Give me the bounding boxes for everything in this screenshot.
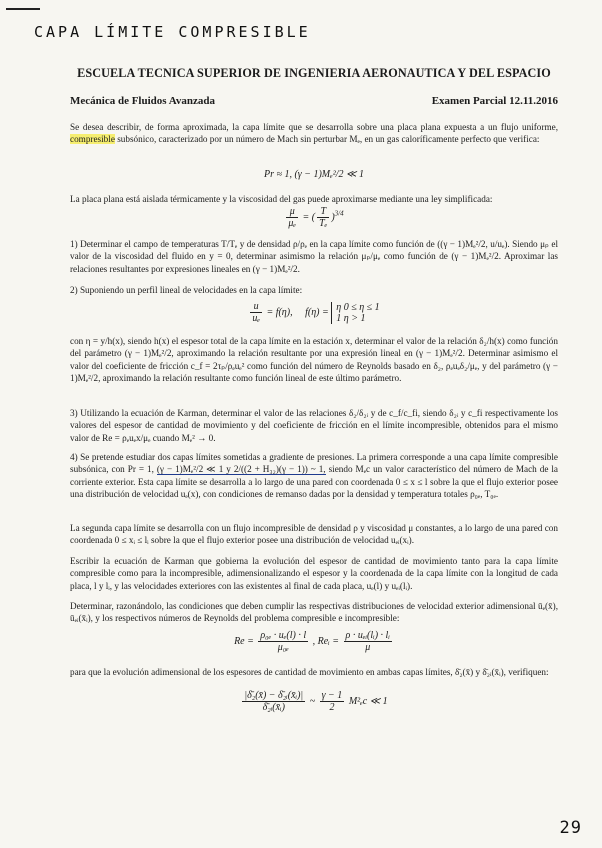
handwritten-page-number: 29	[559, 818, 582, 838]
intro-text-cont: subsónico, caracterizado por un número de Mach sin perturbar Mₑ, en un gas caloríficamente perfecto que verifica:	[117, 134, 540, 145]
intro-text: Se desea describir, de forma aproximada, la capa límite que se desarrolla sobre una placa plana expuesta a un flujo uniforme,	[70, 122, 558, 132]
q4-text-a: 4) Se pretende estudiar dos capas límites sometidas a gradiente de presiones. La primera corresponde a una capa límite compresible subsónica, con Pr = 1,	[70, 452, 558, 475]
q4-text-b: siendo Mₑc un valor característico del número de Mach de la corriente exterior. Esta capa límite se desarrolla a lo largo de una pared con coordenada 0 ≤ x ≤ l sobre la que el flujo exterior posee una distribución de velocidad uₑ(x), con condiciones de remanso dadas por la densidad y temperatura totales ρ₀ₑ, T₀ₑ.	[70, 464, 558, 499]
q4-condition: (γ − 1)Mₑ²/2 ≪ 1 y 2/((2 + H₃₂)(γ − 1)) ~ 1,	[156, 464, 326, 475]
q4-paragraph-2: La segunda capa límite se desarrolla con un flujo incompresible de densidad ρ y viscosidad μ constantes, a lo largo de una pared con coordenada 0 ≤ xᵢ ≤ lᵢ sobre la que el flujo exterior posee una distribución de velocidad uₑᵢ(xᵢ).	[70, 523, 558, 546]
exam-date: Examen Parcial 12.11.2016	[431, 95, 558, 107]
viscosity-equation: $\frac{\mu}{\text{μₑ}}$ = ( $\frac{T}{\text{Tₑ}}$ )$^{3/4}$	[288, 206, 344, 229]
reynolds-equation: Re = $\frac{\text{ρ₀ₑ · uₑ(l) · l}}{\text{μ₀ₑ}}$ , Reᵢ = $\frac{\text{ρ · uₑᵢ(lᵢ) · lᵢ}}{\mu}$	[234, 630, 390, 653]
question-1-text: 1) Determinar el campo de temperaturas T/Tₑ y de densidad ρ/ρₑ en la capa límite como función de ((γ − 1)Mₑ²/2, u/uₑ). Siendo μₚ el valor de la viscosidad del fluido en y = 0, determinar asimismo la relación μₚ/μₑ como función de (γ − 1)Mₑ²/2. Aproximar las relaciones resultantes por expresiones lineales en (γ − 1)Mₑ²/2.	[70, 239, 558, 274]
question-2-intro	[70, 284, 558, 296]
prandtl-equation: Pr ≈ 1, (γ − 1)Mₑ²/2 ≪ 1	[263, 169, 365, 180]
institution-header: ESCUELA TECNICA SUPERIOR DE INGENIERIA AERONAUTICA Y DEL ESPACIO	[77, 66, 551, 80]
course-name: Mecánica de Fluidos Avanzada	[70, 95, 215, 107]
handwritten-title: CAPA LÍMITE COMPRESIBLE	[34, 23, 311, 41]
highlighted-word: compresible	[70, 134, 115, 145]
question-1	[70, 238, 558, 275]
question-4-p2	[70, 522, 558, 547]
exponent: 3/4	[334, 209, 344, 218]
intro-paragraph	[70, 121, 558, 146]
question-3-text: 3) Utilizando la ecuación de Karman, determinar el valor de las relaciones δ₂/δ₂ᵢ y de c_f/c_fi, siendo δ₂ᵢ y c_fi respectivamente los valores del espesor de cantidad de movimiento y del coeficiente de fricción en el límite incompresible, obtenidos para el mismo valor de Re = ρₑuₑx/μₑ cuando Mₑ² → 0.	[70, 408, 558, 443]
question-4-final	[70, 666, 558, 678]
viscosity-paragraph	[70, 193, 558, 205]
q4-final-text: para que la evolución adimensional de los espesores de cantidad de movimiento en ambas capas límites, δ̄₂(x̄) y δ̄₂ᵢ(x̄ᵢ), verifiquen:	[70, 667, 549, 677]
mu-ratio: $\frac{\mu}{\text{μₑ}}$	[288, 206, 297, 229]
question-4	[70, 451, 558, 500]
question-4-p4	[70, 600, 558, 625]
question-2	[70, 335, 558, 384]
question-4-p3	[70, 555, 558, 592]
q4-paragraph-4: Determinar, razonándolo, las condiciones que deben cumplir las respectivas distribuciones de velocidad exterior adimensional ūₑ(x̄), ūₑᵢ(x̄ᵢ), y los respectivos números de Reynolds del problema compresible e incompresible:	[70, 601, 558, 624]
course-line	[70, 95, 558, 107]
q4-paragraph-3: Escribir la ecuación de Karman que gobierna la evolución del espesor de cantidad de movimiento tanto para la capa límite compresible como para la incompresible, adimensionalizando el espesor y la coordenada de la capa límite con la longitud de cada placa, l y lᵢ, y las velocidades exteriores con las existentes al final de cada placa, uₑ(l) y uₑᵢ(lᵢ).	[70, 556, 558, 591]
question-3	[70, 407, 558, 444]
question-2-intro-text: 2) Suponiendo un perfil lineal de velocidades en la capa límite:	[70, 285, 303, 295]
question-2-text: con η = y/h(x), siendo h(x) el espesor total de la capa límite en la estación x, determinar el valor de la relación δ₂/h(x) como función del parámetro (γ − 1)Mₑ²/2, aproximando la relación resultante por una expresión lineal en (γ − 1)Mₑ²/2. Determinar asimismo el valor del coeficiente de fricción c_f = 2τₚ/ρₑuₑ² como función del número de Reynolds basado en δ₂, ρₑuₑδ₂/μₑ, y del parámetro (γ − 1)Mₑ²/2, aproximando la relación resultante como función lineal de este último parámetro.	[70, 336, 558, 383]
velocity-profile-equation: $\frac{u}{\text{uₑ}}$ = f(η), f(η) = η 0 ≤ η ≤ 1 1 η > 1	[252, 301, 380, 324]
viscosity-text: La placa plana está aislada térmicamente y la viscosidad del gas puede aproximarse mediante una ley simplificada:	[70, 194, 493, 204]
final-equation: $\frac{\text{|δ̄₂(x̄) − δ̄₂ᵢ(x̄ᵢ)|}}{\text{δ̄₂ᵢ(x̄ᵢ)}}$ ~ $\frac{\gamma - 1}{2}$ M²ₑc ≪ 1	[244, 690, 388, 713]
t-ratio: $\frac{T}{\text{Tₑ}}$	[319, 206, 328, 229]
corner-pen-mark	[6, 8, 40, 10]
